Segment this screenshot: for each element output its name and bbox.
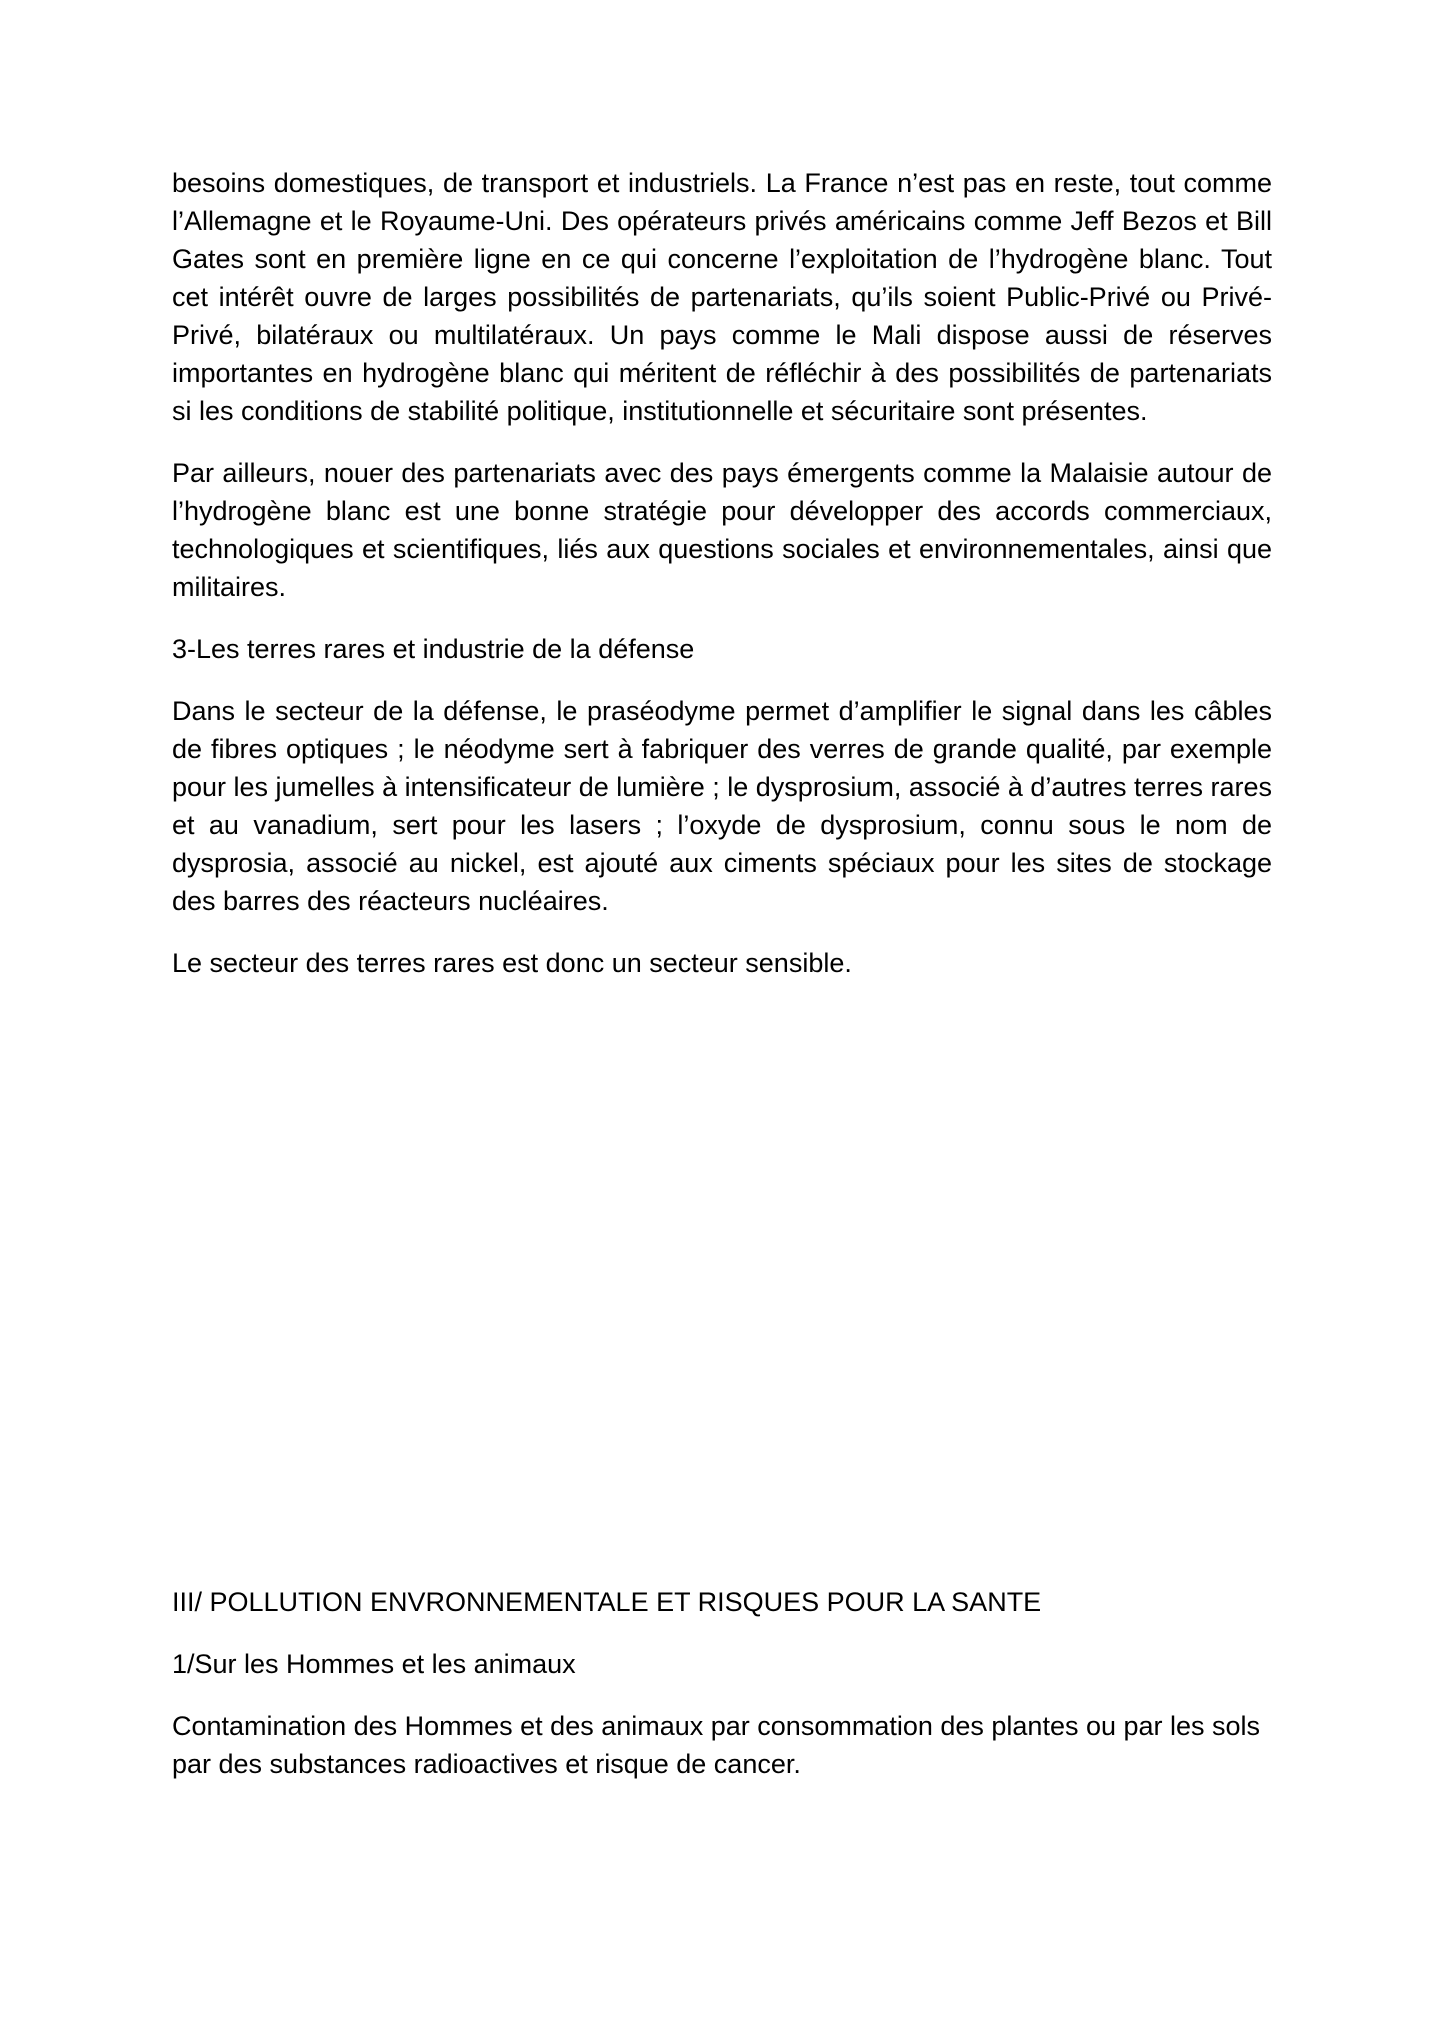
section-heading-terres-rares: 3-Les terres rares et industrie de la défense bbox=[172, 634, 695, 664]
section-heading-pollution: III/ POLLUTION ENVRONNEMENTALE ET RISQUES POUR LA SANTE bbox=[172, 1587, 1042, 1617]
blank-gap bbox=[172, 1006, 1272, 1583]
body-paragraph-partenariats: besoins domestiques, de transport et industriels. La France n’est pas en reste, tout comme l’Allemagne et le Royaume-Uni. Des opérateurs privés américains comme Jeff Bezos et Bill Gates sont en première ligne en ce qui concerne l’exploitation de l’hydrogène blanc. Tout cet intérêt ouvre de larges possibilités de partenariats, qu’ils soient Public-Privé ou Privé-Privé, bilatéraux ou multilatéraux. Un pays comme le Mali dispose aussi de réserves importantes en hydrogène blanc qui méritent de réfléchir à des possibilités de partenariats si les conditions de stabilité politique, institutionnelle et sécuritaire sont présentes. bbox=[172, 168, 1272, 426]
body-paragraph-contamination: Contamination des Hommes et des animaux par consommation des plantes ou par les sols par des substances radioactives et risque de cancer. bbox=[172, 1711, 1261, 1779]
body-paragraph-secteur-sensible: Le secteur des terres rares est donc un secteur sensible. bbox=[172, 948, 852, 978]
body-paragraph-pays-emergents: Par ailleurs, nouer des partenariats avec des pays émergents comme la Malaisie autour de l’hydrogène blanc est une bonne stratégie pour développer des accords commerciaux, technologiques et scientifiques, liés aux questions sociales et environnementales, ainsi que militaires. bbox=[172, 458, 1272, 602]
body-paragraph-defense: Dans le secteur de la défense, le praséodyme permet d’amplifier le signal dans les câbles de fibres optiques ; le néodyme sert à fabriquer des verres de grande qualité, par exemple pour les jumelles à intensificateur de lumière ; le dysprosium, associé à d’autres terres rares et au vanadium, sert pour les lasers ; l’oxyde de dysprosium, connu sous le nom de dysprosia, associé au nickel, est ajouté aux ciments spéciaux pour les sites de stockage des barres des réacteurs nucléaires. bbox=[172, 696, 1272, 916]
subsection-heading-hommes-animaux: 1/Sur les Hommes et les animaux bbox=[172, 1649, 576, 1679]
